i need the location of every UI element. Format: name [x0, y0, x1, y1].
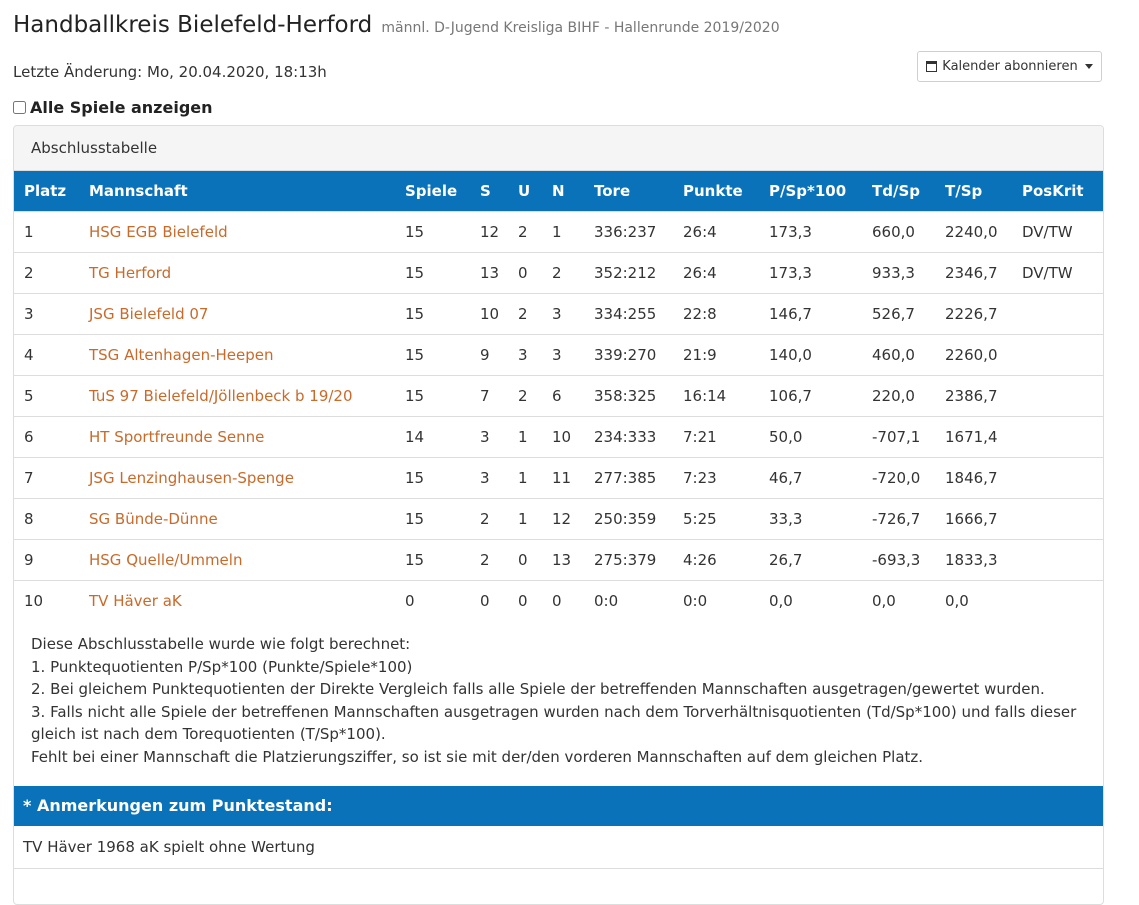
- table-cell: 2: [508, 293, 542, 334]
- table-cell: 0:0: [584, 580, 673, 621]
- table-cell: 1671,4: [935, 416, 1012, 457]
- table-cell: 173,3: [759, 211, 862, 252]
- table-cell: DV/TW: [1012, 211, 1103, 252]
- table-cell: 13: [470, 252, 508, 293]
- team-cell: [79, 539, 395, 580]
- table-cell: 3: [542, 293, 584, 334]
- table-row: [14, 416, 1103, 457]
- calendar-subscribe-label: Kalender abonnieren: [942, 59, 1078, 74]
- table-cell: 0: [542, 580, 584, 621]
- table-cell: 526,7: [862, 293, 935, 334]
- table-cell: 2: [508, 211, 542, 252]
- team-cell: [79, 457, 395, 498]
- table-cell: 352:212: [584, 252, 673, 293]
- table-cell: 106,7: [759, 375, 862, 416]
- table-cell: 15: [395, 293, 470, 334]
- table-cell: 140,0: [759, 334, 862, 375]
- team-link[interactable]: JSG Bielefeld 07: [89, 304, 209, 323]
- table-cell: 15: [395, 252, 470, 293]
- table-cell: 7: [14, 457, 79, 498]
- team-link[interactable]: SG Bünde-Dünne: [89, 509, 218, 528]
- table-cell: 9: [470, 334, 508, 375]
- caret-down-icon: [1085, 64, 1093, 69]
- table-row: [14, 498, 1103, 539]
- note-line: Fehlt bei einer Mannschaft die Platzierungsziffer, so ist sie mit der/den vorderen Mannschaften auf dem gleichen Platz.: [31, 747, 924, 766]
- team-cell: [79, 252, 395, 293]
- table-cell: 3: [470, 416, 508, 457]
- team-link[interactable]: TuS 97 Bielefeld/Jöllenbeck b 19/20: [89, 386, 353, 405]
- table-row: [14, 375, 1103, 416]
- table-cell: 1666,7: [935, 498, 1012, 539]
- table-cell: 2260,0: [935, 334, 1012, 375]
- team-link[interactable]: JSG Lenzinghausen-Spenge: [89, 468, 294, 487]
- table-cell: 1: [508, 416, 542, 457]
- table-cell: 173,3: [759, 252, 862, 293]
- table-cell: 13: [542, 539, 584, 580]
- table-cell: 336:237: [584, 211, 673, 252]
- table-cell: 26:4: [673, 211, 759, 252]
- table-cell: 8: [14, 498, 79, 539]
- table-cell: 15: [395, 375, 470, 416]
- table-row: [14, 539, 1103, 580]
- column-header: Punkte: [683, 181, 743, 200]
- table-cell: 1: [508, 457, 542, 498]
- table-cell: DV/TW: [1012, 252, 1103, 293]
- table-row: [14, 457, 1103, 498]
- team-link[interactable]: TG Herford: [89, 263, 172, 282]
- table-cell: 460,0: [862, 334, 935, 375]
- column-header: P/Sp*100: [769, 181, 847, 200]
- team-cell: [79, 580, 395, 621]
- table-cell: 2240,0: [935, 211, 1012, 252]
- table-cell: 7:21: [673, 416, 759, 457]
- table-cell: 46,7: [759, 457, 862, 498]
- table-cell: 2346,7: [935, 252, 1012, 293]
- table-cell: 3: [542, 334, 584, 375]
- remarks-text: TV Häver 1968 aK spielt ohne Wertung: [14, 826, 1103, 869]
- table-cell: 277:385: [584, 457, 673, 498]
- team-cell: [79, 211, 395, 252]
- table-cell: 0:0: [673, 580, 759, 621]
- table-cell: 10: [470, 293, 508, 334]
- column-header: S: [480, 181, 491, 200]
- page-subtitle: männl. D-Jugend Kreisliga BIHF - Hallenrunde 2019/2020: [381, 20, 780, 36]
- table-cell: 26:4: [673, 252, 759, 293]
- table-cell: 0,0: [862, 580, 935, 621]
- table-cell: 2: [14, 252, 79, 293]
- table-cell: 250:359: [584, 498, 673, 539]
- table-cell: 15: [395, 211, 470, 252]
- table-cell: 1: [508, 498, 542, 539]
- calculation-notes: [14, 621, 1103, 768]
- table-cell: 3: [508, 334, 542, 375]
- column-header: T/Sp: [945, 181, 983, 200]
- table-cell: 15: [395, 539, 470, 580]
- show-all-games-label: Alle Spiele anzeigen: [30, 98, 213, 117]
- table-cell: 2: [508, 375, 542, 416]
- table-cell: 22:8: [673, 293, 759, 334]
- table-cell: 0,0: [759, 580, 862, 621]
- last-change-text: Letzte Änderung: Mo, 20.04.2020, 18:13h: [13, 63, 327, 81]
- table-cell: 2226,7: [935, 293, 1012, 334]
- calendar-icon: [926, 61, 937, 72]
- table-cell: [1012, 498, 1103, 539]
- table-cell: 3: [470, 457, 508, 498]
- show-all-games-checkbox[interactable]: [13, 101, 26, 114]
- table-cell: 5:25: [673, 498, 759, 539]
- table-cell: 9: [14, 539, 79, 580]
- team-cell: [79, 375, 395, 416]
- panel-heading: Abschlusstabelle: [14, 126, 1103, 171]
- table-cell: 334:255: [584, 293, 673, 334]
- table-cell: 3: [14, 293, 79, 334]
- remarks-heading: * Anmerkungen zum Punktestand:: [14, 786, 1103, 826]
- note-line: 1. Punktequotienten P/Sp*100 (Punkte/Spiele*100): [31, 657, 413, 676]
- table-cell: 50,0: [759, 416, 862, 457]
- table-cell: 1: [14, 211, 79, 252]
- table-row: [14, 334, 1103, 375]
- table-header-row: [14, 171, 1103, 211]
- table-cell: -726,7: [862, 498, 935, 539]
- column-header: Spiele: [405, 181, 458, 200]
- title-row: [13, 12, 780, 38]
- standings-panel: [13, 125, 1104, 905]
- note-line: 3. Falls nicht alle Spiele der betreffenen Mannschaften ausgetragen wurden nach dem Torverhältnisquotienten (Td/Sp*100) und falls dieser gleich ist nach dem Torequotienten (T/Sp*100).: [31, 702, 1077, 743]
- table-cell: 15: [395, 498, 470, 539]
- table-cell: 2386,7: [935, 375, 1012, 416]
- table-cell: -720,0: [862, 457, 935, 498]
- table-cell: 0: [470, 580, 508, 621]
- table-body: [14, 211, 1103, 621]
- table-cell: 4:26: [673, 539, 759, 580]
- calendar-subscribe-button[interactable]: [917, 51, 1102, 82]
- table-cell: 7:23: [673, 457, 759, 498]
- column-header: N: [552, 181, 565, 200]
- table-cell: [1012, 539, 1103, 580]
- table-cell: 660,0: [862, 211, 935, 252]
- table-cell: 0: [508, 539, 542, 580]
- table-cell: 11: [542, 457, 584, 498]
- table-cell: [1012, 334, 1103, 375]
- table-row: [14, 211, 1103, 252]
- table-cell: 234:333: [584, 416, 673, 457]
- team-cell: [79, 334, 395, 375]
- table-row: [14, 293, 1103, 334]
- table-cell: 146,7: [759, 293, 862, 334]
- table-cell: [1012, 375, 1103, 416]
- table-cell: 15: [395, 457, 470, 498]
- team-cell: [79, 293, 395, 334]
- table-cell: 0: [508, 252, 542, 293]
- table-cell: 12: [542, 498, 584, 539]
- team-link[interactable]: TV Häver aK: [89, 591, 182, 610]
- table-cell: 33,3: [759, 498, 862, 539]
- table-cell: 933,3: [862, 252, 935, 293]
- team-link[interactable]: HT Sportfreunde Senne: [89, 427, 265, 446]
- table-cell: 0: [395, 580, 470, 621]
- table-row: [14, 580, 1103, 621]
- table-cell: 1846,7: [935, 457, 1012, 498]
- table-cell: 14: [395, 416, 470, 457]
- team-link[interactable]: HSG EGB Bielefeld: [89, 222, 228, 241]
- column-header: U: [518, 181, 531, 200]
- table-cell: 15: [395, 334, 470, 375]
- table-cell: [1012, 416, 1103, 457]
- table-cell: 2: [470, 498, 508, 539]
- table-cell: 12: [470, 211, 508, 252]
- note-line: Diese Abschlusstabelle wurde wie folgt berechnet:: [31, 635, 411, 653]
- table-cell: 6: [542, 375, 584, 416]
- table-cell: 1833,3: [935, 539, 1012, 580]
- column-header: Tore: [594, 181, 631, 200]
- table-cell: 220,0: [862, 375, 935, 416]
- column-header: Td/Sp: [872, 181, 920, 200]
- table-cell: 2: [542, 252, 584, 293]
- table-cell: 10: [542, 416, 584, 457]
- table-cell: [1012, 457, 1103, 498]
- table-cell: 275:379: [584, 539, 673, 580]
- table-cell: -693,3: [862, 539, 935, 580]
- column-header: Platz: [24, 181, 67, 200]
- table-cell: 6: [14, 416, 79, 457]
- table-cell: 0,0: [935, 580, 1012, 621]
- table-cell: [1012, 293, 1103, 334]
- table-cell: 5: [14, 375, 79, 416]
- page-title: Handballkreis Bielefeld-Herford: [13, 12, 373, 38]
- table-cell: 26,7: [759, 539, 862, 580]
- table-row: [14, 252, 1103, 293]
- column-header: PosKrit: [1022, 181, 1084, 200]
- table-cell: 10: [14, 580, 79, 621]
- team-cell: [79, 416, 395, 457]
- table-cell: 358:325: [584, 375, 673, 416]
- show-all-games-toggle[interactable]: [13, 98, 213, 117]
- table-cell: 339:270: [584, 334, 673, 375]
- team-cell: [79, 498, 395, 539]
- column-header: Mannschaft: [89, 181, 188, 200]
- table-cell: 4: [14, 334, 79, 375]
- table-cell: 2: [470, 539, 508, 580]
- table-cell: -707,1: [862, 416, 935, 457]
- table-cell: 0: [508, 580, 542, 621]
- table-cell: 1: [542, 211, 584, 252]
- standings-table: [14, 171, 1103, 621]
- note-line: 2. Bei gleichem Punktequotienten der Direkte Vergleich falls alle Spiele der betreffenden Mannschaften ausgetragen/gewertet wurden.: [31, 680, 1045, 698]
- table-cell: 21:9: [673, 334, 759, 375]
- table-cell: 16:14: [673, 375, 759, 416]
- table-cell: 7: [470, 375, 508, 416]
- table-cell: [1012, 580, 1103, 621]
- team-link[interactable]: TSG Altenhagen-Heepen: [89, 345, 274, 364]
- team-link[interactable]: HSG Quelle/Ummeln: [89, 550, 243, 569]
